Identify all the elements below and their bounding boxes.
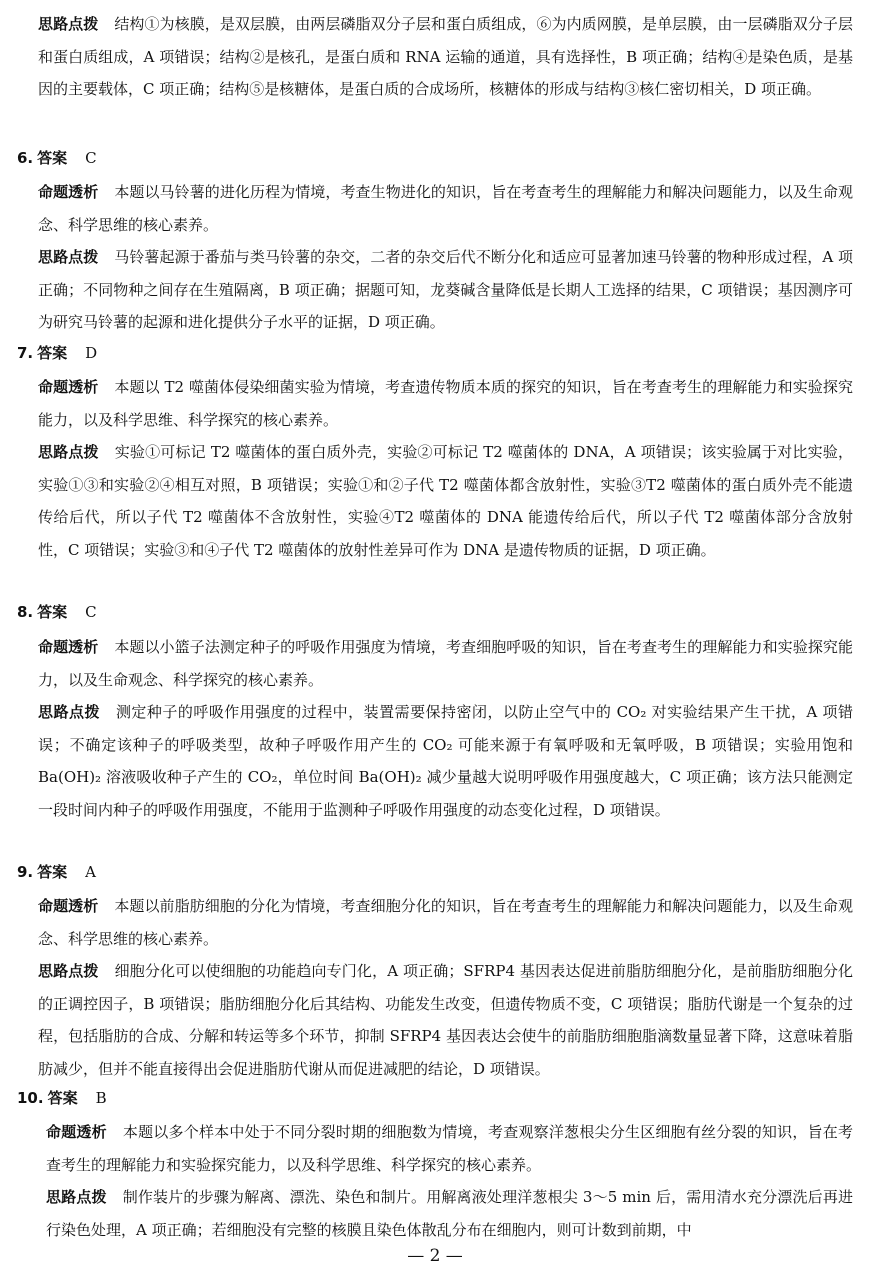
answer-choice: B [95,1089,107,1107]
answer-choice: A [85,863,96,881]
explanation-paragraph [38,696,853,826]
question-answer-row [17,146,97,170]
answer-choice: C [85,603,97,621]
answer-label: 答案 [37,149,68,167]
paragraph-text: 制作装片的步骤为解离、漂洗、染色和制片。用解离液处理洋葱根尖 3～5 min 后，需用清水充分漂洗后再进行染色处理，A 项正确；若细胞没有完整的核膜且染色体散乱分布在细胞内，则可计数到前期，中 [46,1188,853,1239]
explanation-paragraph [38,890,853,955]
answer-label: 答案 [37,344,68,362]
explanation-paragraph [46,1181,853,1246]
section-label: 命题透析 [38,378,99,396]
page-number: — 2 — [407,1246,463,1266]
paragraph-text: 马铃薯起源于番茄与类马铃薯的杂交，二者的杂交后代不断分化和适应可显著加速马铃薯的物种形成过程，A 项正确；不同物种之间存在生殖隔离，B 项正确；据题可知，龙葵碱含量降低是长期人工选择的结果，C 项错误；基因测序可为研究马铃薯的起源和进化提供分子水平的证据，D 项正确。 [38,248,853,331]
paragraph-text: 本题以马铃薯的进化历程为情境，考查生物进化的知识，旨在考查考生的理解能力和解决问题能力，以及生命观念、科学思维的核心素养。 [38,183,853,234]
explanation-paragraph [38,241,853,339]
question-answer-row [17,860,96,884]
explanation-paragraph [38,436,853,566]
question-answer-row [17,1086,107,1110]
paragraph-text: 本题以多个样本中处于不同分裂时期的细胞数为情境，考查观察洋葱根尖分生区细胞有丝分裂的知识，旨在考查考生的理解能力和实验探究能力，以及科学思维、科学探究的核心素养。 [46,1123,853,1174]
question-number: 10. [17,1089,44,1107]
explanation-paragraph [38,955,853,1085]
paragraph-text: 细胞分化可以使细胞的功能趋向专门化，A 项正确；SFRP4 基因表达促进前脂肪细胞分化，是前脂肪细胞分化的正调控因子，B 项错误；脂肪细胞分化后其结构、功能发生改变，但遗传物质不变，C 项错误；脂肪代谢是一个复杂的过程，包括脂肪的合成、分解和转运等多个环节，抑制 SFRP4 基因表达会使牛的前脂肪细胞脂滴数量显著下降，这意味着脂肪减少，但并不能直接得出会促进脂肪代谢从而促进减肥的结论，D 项错误。 [38,962,853,1078]
section-label: 思路点拨 [38,248,99,266]
question-answer-row [17,341,97,365]
paragraph-text: 本题以小篮子法测定种子的呼吸作用强度为情境，考查细胞呼吸的知识，旨在考查考生的理解能力和实验探究能力，以及生命观念、科学探究的核心素养。 [38,638,853,689]
answer-choice: C [85,149,97,167]
answer-label: 答案 [37,603,68,621]
question-number: 8. [17,603,34,621]
paragraph-text: 实验①可标记 T2 噬菌体的蛋白质外壳，实验②可标记 T2 噬菌体的 DNA，A 项错误；该实验属于对比实验，实验①③和实验②④相互对照，B 项错误；实验①和②子代 T2 噬菌体都含放射性，实验③T2 噬菌体的蛋白质外壳不能遗传给后代，所以子代 T2 噬菌体不含放射性，实验④T2 噬菌体的 DNA 能遗传给后代，所以子代 T2 噬菌体部分含放射性，C 项错误；实验③和④子代 T2 噬菌体的放射性差异可作为 DNA 是遗传物质的证据，D 项正确。 [38,443,853,559]
answer-label: 答案 [47,1089,78,1107]
section-label: 思路点拨 [38,962,99,980]
section-label: 思路点拨 [38,15,99,33]
paragraph-text: 本题以 T2 噬菌体侵染细菌实验为情境，考查遗传物质本质的探究的知识，旨在考查考生的理解能力和实验探究能力，以及科学思维、科学探究的核心素养。 [38,378,853,429]
question-number: 7. [17,344,34,362]
answer-label: 答案 [37,863,68,881]
answer-choice: D [85,344,98,362]
section-label: 命题透析 [38,183,99,201]
explanation-paragraph [38,8,853,106]
section-label: 思路点拨 [46,1188,107,1206]
section-label: 思路点拨 [38,703,100,721]
paragraph-text: 本题以前脂肪细胞的分化为情境，考查细胞分化的知识，旨在考查考生的理解能力和解决问题能力，以及生命观念、科学思维的核心素养。 [38,897,853,948]
section-label: 命题透析 [38,897,99,915]
question-answer-row [17,600,97,624]
section-label: 命题透析 [46,1123,107,1141]
section-label: 思路点拨 [38,443,99,461]
explanation-paragraph [38,631,853,696]
question-number: 6. [17,149,34,167]
paragraph-text: 测定种子的呼吸作用强度的过程中，装置需要保持密闭，以防止空气中的 CO₂ 对实验结果产生干扰，A 项错误；不确定该种子的呼吸类型，故种子呼吸作用产生的 CO₂ 可能来源于有氧呼吸和无氧呼吸，B 项错误；实验用饱和 Ba(OH)₂ 溶液吸收种子产生的 CO₂，单位时间 Ba(OH)₂ 减少量越大说明呼吸作用强度越大，C 项正确；该方法只能测定一段时间内种子的呼吸作用强度，不能用于监测种子呼吸作用强度的动态变化过程，D 项错误。 [38,703,853,819]
explanation-paragraph [38,371,853,436]
section-label: 命题透析 [38,638,99,656]
question-number: 9. [17,863,34,881]
paragraph-text: 结构①为核膜，是双层膜，由两层磷脂双分子层和蛋白质组成，⑥为内质网膜，是单层膜，由一层磷脂双分子层和蛋白质组成，A 项错误；结构②是核孔，是蛋白质和 RNA 运输的通道，具有选择性，B 项正确；结构④是染色质，是基因的主要载体，C 项正确；结构⑤是核糖体，是蛋白质的合成场所，核糖体的形成与结构③核仁密切相关，D 项正确。 [38,15,853,98]
explanation-paragraph [46,1116,853,1181]
explanation-paragraph [38,176,853,241]
